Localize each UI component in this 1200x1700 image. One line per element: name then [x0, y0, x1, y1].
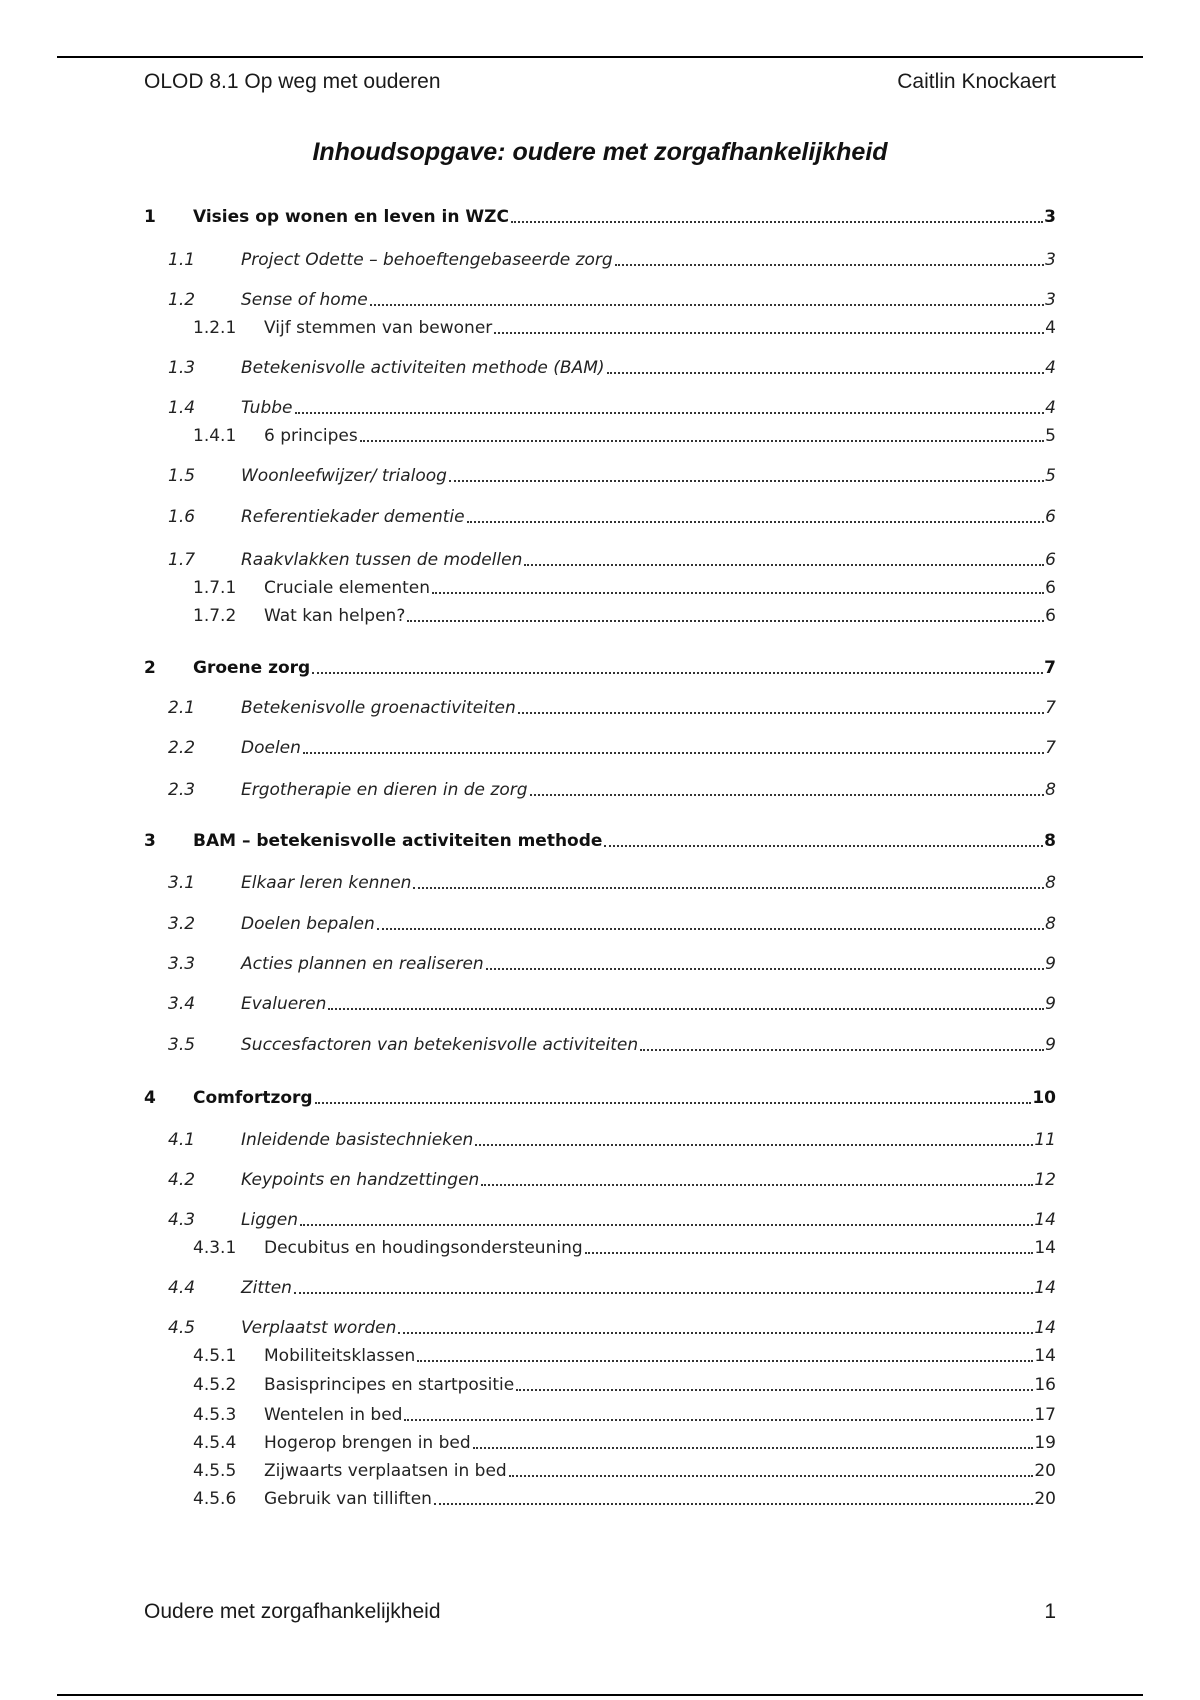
toc-entry-label: Comfortzorg [193, 1088, 313, 1108]
toc-entry-level3[interactable] [144, 604, 1056, 626]
toc-entry-page: 16 [1034, 1375, 1056, 1395]
toc-entry-page: 9 [1045, 994, 1056, 1014]
toc-entry-page: 6 [1045, 606, 1056, 626]
toc-entry-number: 1.7.1 [193, 578, 237, 598]
toc-entry-level3[interactable] [144, 576, 1056, 598]
toc-entry-page: 14 [1034, 1346, 1056, 1366]
toc-entry-page: 9 [1045, 954, 1056, 974]
toc-entry-number: 4.3 [168, 1210, 196, 1230]
toc-entry-label: 6 principes [264, 426, 358, 446]
toc-entry-level2[interactable] [144, 912, 1056, 934]
toc-dot-leader [494, 332, 1044, 334]
toc-entry-label: Gebruik van tilliften [264, 1489, 432, 1509]
toc-dot-leader [511, 221, 1043, 223]
toc-entry-page: 5 [1045, 466, 1056, 486]
page-title: Inhoudsopgave: oudere met zorgafhankelijkheid [312, 138, 888, 166]
toc-entry-number: 4.5.6 [193, 1489, 237, 1509]
header-course: OLOD 8.1 Op weg met ouderen [144, 70, 441, 93]
toc-entry-number: 1.2 [168, 290, 196, 310]
toc-dot-leader [516, 1389, 1033, 1391]
toc-entry-level2[interactable] [144, 1168, 1056, 1190]
toc-entry-page: 20 [1034, 1489, 1056, 1509]
toc-entry-label: BAM – betekenisvolle activiteiten methode [193, 831, 603, 851]
toc-entry-page: 6 [1045, 507, 1056, 527]
toc-entry-number: 1.5 [168, 466, 196, 486]
toc-entry-number: 3.1 [168, 873, 196, 893]
toc-entry-level2[interactable] [144, 356, 1056, 378]
toc-entry-level2[interactable] [144, 248, 1056, 270]
toc-entry-label: Keypoints en handzettingen [241, 1170, 480, 1190]
toc-dot-leader [312, 672, 1043, 674]
toc-dot-leader [370, 304, 1044, 306]
toc-dot-leader [404, 1419, 1033, 1421]
toc-entry-number: 3 [144, 831, 156, 851]
toc-entry-level2[interactable] [144, 952, 1056, 974]
toc-entry-number: 4 [144, 1088, 156, 1108]
toc-entry-number: 4.5.4 [193, 1433, 237, 1453]
toc-dot-leader [407, 620, 1044, 622]
toc-dot-leader [294, 1292, 1033, 1294]
toc-entry-page: 10 [1032, 1088, 1056, 1108]
toc-entry-page: 11 [1034, 1130, 1056, 1150]
toc-entry-number: 3.3 [168, 954, 196, 974]
toc-entry-level2[interactable] [144, 396, 1056, 418]
toc-entry-page: 20 [1034, 1461, 1056, 1481]
toc-entry-label: Cruciale elementen [264, 578, 431, 598]
toc-entry-page: 14 [1034, 1238, 1056, 1258]
toc-entry-page: 9 [1045, 1035, 1056, 1055]
toc-entry-label: Acties plannen en realiseren [241, 954, 484, 974]
toc-entry-label: Betekenisvolle activiteiten methode (BAM) [241, 358, 605, 378]
toc-entry-number: 4.3.1 [193, 1238, 237, 1258]
toc-entry-page: 14 [1034, 1278, 1056, 1298]
toc-dot-leader [467, 521, 1045, 523]
toc-dot-leader [481, 1184, 1033, 1186]
toc-dot-leader [417, 1360, 1033, 1362]
toc-entry-level3[interactable] [144, 1431, 1056, 1453]
toc-dot-leader [615, 264, 1044, 266]
toc-entry-page: 3 [1045, 250, 1056, 270]
toc-dot-leader [607, 372, 1045, 374]
toc-dot-leader [377, 928, 1044, 930]
toc-entry-level2[interactable] [144, 1128, 1056, 1150]
toc-entry-page: 4 [1045, 318, 1056, 338]
toc-entry-number: 3.2 [168, 914, 196, 934]
toc-dot-leader [413, 887, 1044, 889]
toc-entry-number: 1 [144, 207, 156, 227]
toc-entry-label: Tubbe [241, 398, 293, 418]
toc-dot-leader [524, 564, 1044, 566]
toc-entry-label: Succesfactoren van betekenisvolle activiteiten [241, 1035, 639, 1055]
toc-entry-page: 4 [1045, 358, 1056, 378]
toc-entry-level1[interactable] [144, 1086, 1056, 1108]
toc-entry-page: 14 [1034, 1210, 1056, 1230]
toc-entry-page: 3 [1044, 207, 1056, 227]
toc-entry-page: 12 [1034, 1170, 1056, 1190]
toc-entry-level3[interactable] [144, 316, 1056, 338]
toc-entry-label: Doelen bepalen [241, 914, 375, 934]
toc-entry-label: Vijf stemmen van bewoner [264, 318, 493, 338]
toc-entry-level1[interactable] [144, 205, 1056, 227]
toc-entry-number: 4.4 [168, 1278, 196, 1298]
toc-dot-leader [432, 592, 1044, 594]
toc-entry-level2[interactable] [144, 778, 1056, 800]
toc-entry-label: Woonleefwijzer/ trialoog [241, 466, 447, 486]
toc-entry-number: 4.1 [168, 1130, 196, 1150]
toc-entry-level3[interactable] [144, 1236, 1056, 1258]
toc-dot-leader [328, 1008, 1044, 1010]
toc-entry-page: 7 [1044, 658, 1056, 678]
toc-entry-number: 2.1 [168, 698, 196, 718]
toc-dot-leader [303, 752, 1044, 754]
toc-entry-label: Evalueren [241, 994, 327, 1014]
toc-entry-label: Wat kan helpen? [264, 606, 406, 626]
toc-entry-level2[interactable] [144, 288, 1056, 310]
toc-entry-level2[interactable] [144, 1208, 1056, 1230]
toc-entry-level3[interactable] [144, 1403, 1056, 1425]
toc-entry-number: 1.7.2 [193, 606, 237, 626]
toc-entry-number: 2.3 [168, 780, 196, 800]
toc-dot-leader [604, 845, 1043, 847]
toc-entry-label: Zijwaarts verplaatsen in bed [264, 1461, 507, 1481]
toc-entry-number: 4.5.3 [193, 1405, 237, 1425]
toc-dot-leader [295, 412, 1045, 414]
toc-entry-label: Raakvlakken tussen de modellen [241, 550, 523, 570]
toc-dot-leader [315, 1102, 1032, 1104]
toc-entry-label: Elkaar leren kennen [241, 873, 412, 893]
toc-entry-level1[interactable] [144, 829, 1056, 851]
toc-dot-leader [300, 1224, 1033, 1226]
footer-rule [57, 1694, 1143, 1696]
toc-entry-number: 2.2 [168, 738, 196, 758]
toc-dot-leader [518, 712, 1044, 714]
toc-entry-number: 3.4 [168, 994, 196, 1014]
toc-dot-leader [475, 1144, 1033, 1146]
toc-entry-level2[interactable] [144, 548, 1056, 570]
toc-dot-leader [585, 1252, 1034, 1254]
toc-entry-label: Sense of home [241, 290, 368, 310]
toc-entry-label: Liggen [241, 1210, 299, 1230]
toc-entry-level3[interactable] [144, 1373, 1056, 1395]
toc-entry-number: 4.5 [168, 1318, 196, 1338]
toc-entry-label: Verplaatst worden [241, 1318, 397, 1338]
toc-entry-label: Doelen [241, 738, 301, 758]
toc-entry-level2[interactable] [144, 1316, 1056, 1338]
toc-entry-label: Decubitus en houdingsondersteuning [264, 1238, 583, 1258]
toc-entry-label: Basisprincipes en startpositie [264, 1375, 515, 1395]
toc-entry-level2[interactable] [144, 871, 1056, 893]
toc-entry-page: 8 [1045, 780, 1056, 800]
toc-dot-leader [434, 1503, 1033, 1505]
toc-entry-page: 3 [1045, 290, 1056, 310]
toc-entry-label: Project Odette – behoeftengebaseerde zorg [241, 250, 613, 270]
toc-entry-number: 1.1 [168, 250, 196, 270]
toc-entry-level2[interactable] [144, 1033, 1056, 1055]
toc-entry-number: 4.5.5 [193, 1461, 237, 1481]
toc-entry-level2[interactable] [144, 992, 1056, 1014]
toc-dot-leader [473, 1447, 1034, 1449]
toc-entry-label: Ergotherapie en dieren in de zorg [241, 780, 528, 800]
toc-dot-leader [486, 968, 1044, 970]
toc-entry-page: 17 [1034, 1405, 1056, 1425]
toc-entry-level2[interactable] [144, 736, 1056, 758]
toc-entry-level2[interactable] [144, 1276, 1056, 1298]
toc-entry-label: Hogerop brengen in bed [264, 1433, 471, 1453]
toc-entry-label: Mobiliteitsklassen [264, 1346, 416, 1366]
toc-entry-label: Visies op wonen en leven in WZC [193, 207, 509, 227]
toc-entry-page: 8 [1045, 914, 1056, 934]
toc-dot-leader [360, 440, 1044, 442]
toc-entry-number: 3.5 [168, 1035, 196, 1055]
toc-entry-number: 4.5.2 [193, 1375, 237, 1395]
toc-entry-level3[interactable] [144, 1459, 1056, 1481]
toc-entry-number: 4.2 [168, 1170, 196, 1190]
toc-entry-page: 5 [1045, 426, 1056, 446]
toc-entry-level2[interactable] [144, 464, 1056, 486]
toc-entry-level3[interactable] [144, 1344, 1056, 1366]
toc-entry-level3[interactable] [144, 424, 1056, 446]
footer-doc-title: Oudere met zorgafhankelijkheid [144, 1600, 441, 1623]
toc-dot-leader [449, 480, 1044, 482]
toc-entry-number: 1.6 [168, 507, 196, 527]
toc-entry-page: 7 [1045, 698, 1056, 718]
toc-entry-number: 1.4 [168, 398, 196, 418]
toc-entry-level2[interactable] [144, 505, 1056, 527]
toc-entry-number: 1.4.1 [193, 426, 237, 446]
toc-entry-page: 6 [1045, 550, 1056, 570]
page-footer [144, 1600, 1056, 1624]
toc-entry-page: 7 [1045, 738, 1056, 758]
footer-page-number: 1 [1044, 1600, 1056, 1623]
toc-entry-level1[interactable] [144, 656, 1056, 678]
toc-entry-page: 8 [1044, 831, 1056, 851]
toc-entry-number: 1.3 [168, 358, 196, 378]
toc-entry-label: Referentiekader dementie [241, 507, 465, 527]
toc-entry-label: Inleidende basistechnieken [241, 1130, 474, 1150]
toc-entry-level3[interactable] [144, 1487, 1056, 1509]
toc-dot-leader [640, 1049, 1044, 1051]
toc-entry-label: Betekenisvolle groenactiviteiten [241, 698, 516, 718]
toc-entry-label: Groene zorg [193, 658, 311, 678]
header-rule [57, 56, 1143, 58]
toc-entry-number: 1.2.1 [193, 318, 237, 338]
toc-entry-page: 19 [1034, 1433, 1056, 1453]
header-author: Caitlin Knockaert [897, 70, 1056, 93]
toc-entry-page: 14 [1034, 1318, 1056, 1338]
toc-entry-page: 4 [1045, 398, 1056, 418]
toc-entry-level2[interactable] [144, 696, 1056, 718]
page-header [144, 70, 1056, 94]
toc-entry-label: Zitten [241, 1278, 292, 1298]
toc-entry-page: 6 [1045, 578, 1056, 598]
toc-dot-leader [398, 1332, 1033, 1334]
toc-dot-leader [509, 1475, 1034, 1477]
toc-entry-number: 4.5.1 [193, 1346, 237, 1366]
toc-entry-number: 1.7 [168, 550, 196, 570]
toc-entry-page: 8 [1045, 873, 1056, 893]
toc-entry-number: 2 [144, 658, 156, 678]
toc-entry-label: Wentelen in bed [264, 1405, 403, 1425]
toc-dot-leader [530, 794, 1045, 796]
